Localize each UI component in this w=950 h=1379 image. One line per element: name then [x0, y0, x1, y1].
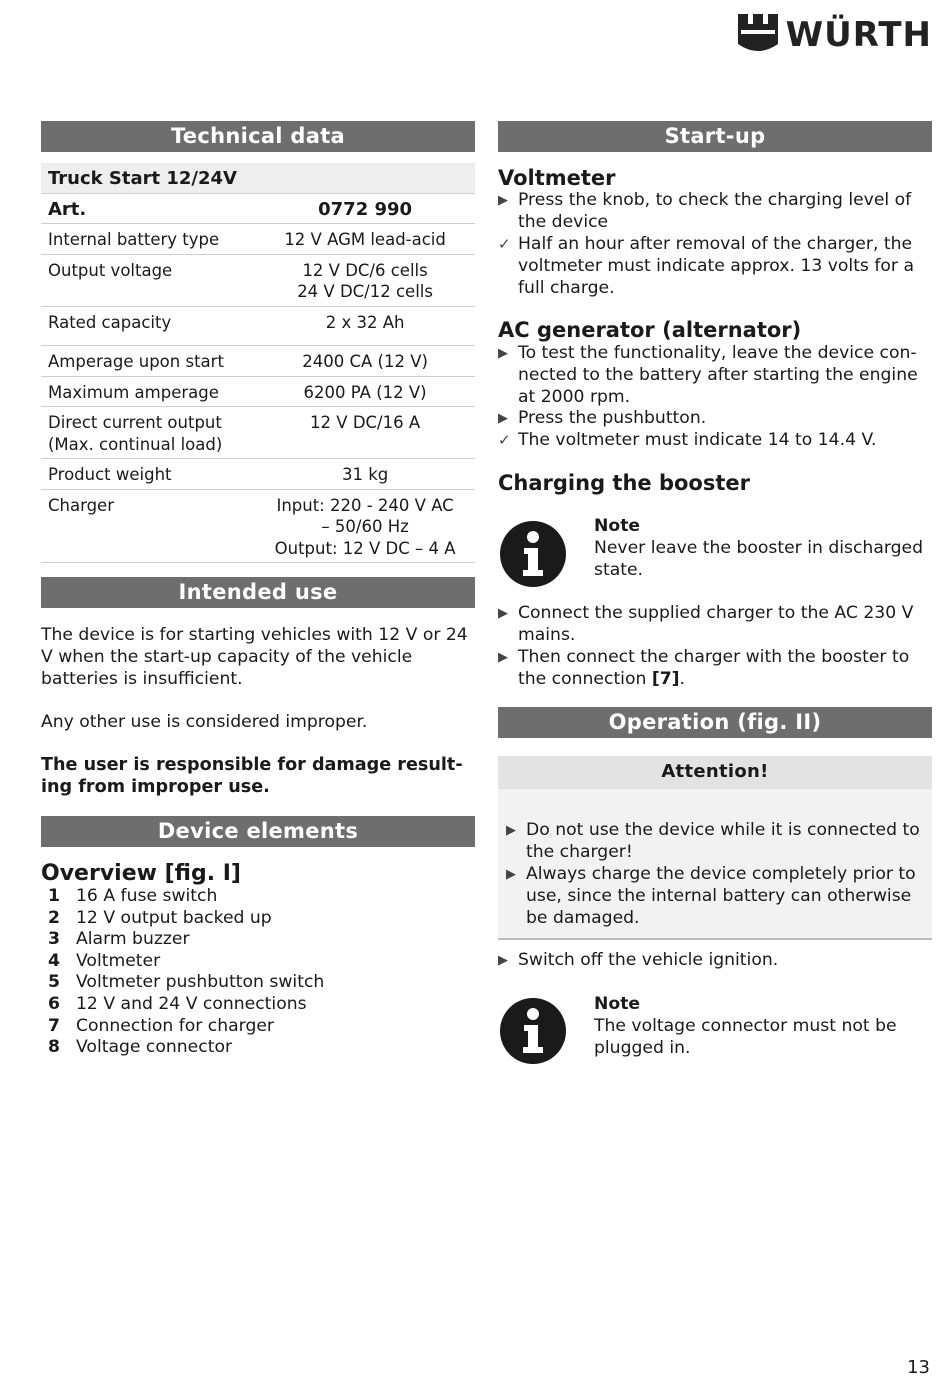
- row-label: Internal battery type: [41, 224, 255, 255]
- arrow-icon: ▶: [506, 867, 516, 882]
- row-label: Charger: [41, 489, 255, 563]
- row-label: Product weight: [41, 459, 255, 490]
- note-text: The voltage connector must not be plugged in.: [594, 1016, 897, 1058]
- step-text-part: Then connect the charger with the booster to the connection: [518, 647, 910, 689]
- step-text: Half an hour after removal of the charger, the voltmeter must indicate approx. 13 volts for a full charge.: [518, 234, 914, 298]
- step-text: Always charge the device completely prior to use, since the internal battery can otherwise be damaged.: [526, 864, 916, 928]
- list-item: [498, 343, 928, 408]
- intended-use-text: The device is for starting vehicles with 12 V or 24 V when the start-up capacity of the vehicle batteries is insufficient.: [41, 625, 468, 689]
- art-label: Art.: [41, 193, 255, 224]
- step-text: To test the functionality, leave the device con-nected to the battery after starting the engine at 2000 rpm.: [518, 343, 918, 407]
- row-value: 12 V DC/6 cells 24 V DC/12 cells: [255, 254, 475, 306]
- row-label: Rated capacity: [41, 306, 255, 346]
- table-row: [41, 346, 475, 377]
- row-label: Amperage upon start: [41, 346, 255, 377]
- wurth-logo: [738, 14, 932, 56]
- step-text: Press the pushbutton.: [518, 408, 707, 428]
- list-item: [506, 820, 924, 864]
- list-item: Alarm buzzer: [76, 929, 190, 950]
- arrow-icon: ▶: [498, 606, 508, 621]
- arrow-icon: ▶: [498, 346, 508, 361]
- step-text: Switch off the vehicle ignition.: [518, 950, 779, 970]
- arrow-icon: ▶: [506, 823, 516, 838]
- row-value: 2 x 32 Ah: [255, 306, 475, 346]
- list-item: [498, 408, 928, 430]
- model-name: Truck Start 12/24V: [41, 163, 475, 193]
- improper-use-text: Any other use is considered improper.: [41, 712, 368, 732]
- table-row: [41, 376, 475, 407]
- note-title: Note: [594, 516, 641, 536]
- alternator-title: AC generator (alternator): [498, 318, 802, 342]
- list-item: [498, 234, 928, 299]
- row-value: 12 V DC/16 A: [255, 407, 475, 459]
- list-item: 16 A fuse switch: [76, 886, 218, 906]
- step-text: [518, 647, 928, 691]
- attention-label: Attention!: [498, 756, 932, 789]
- list-item: Connection for charger: [76, 1015, 275, 1036]
- overview-title: Overview [fig. I]: [41, 861, 241, 886]
- list-item: [498, 950, 928, 972]
- list-item-number: 2: [48, 907, 60, 928]
- intended-use-heading: Intended use: [41, 577, 475, 608]
- table-row: [41, 254, 475, 306]
- step-text: Press the knob, to check the charging level of the device: [518, 190, 912, 232]
- row-value: 31 kg: [255, 459, 475, 490]
- brand-name: WÜRTH: [785, 15, 932, 55]
- list-item: [498, 603, 928, 647]
- table-row: [41, 407, 475, 459]
- arrow-icon: ▶: [498, 953, 508, 968]
- note-title: Note: [594, 994, 641, 1014]
- step-text: The voltmeter must indicate 14 to 14.4 V.: [518, 430, 877, 450]
- wurth-emblem-icon: [738, 14, 778, 56]
- list-item-number: 4: [48, 950, 60, 971]
- row-label: Direct current output (Max. continual load): [41, 407, 255, 459]
- list-item-number: 5: [48, 972, 60, 993]
- row-value: Input: 220 - 240 V AC – 50/60 Hz Output: 12 V DC – 4 A: [255, 489, 475, 563]
- info-icon: [500, 998, 566, 1064]
- list-item-number: 7: [48, 1015, 60, 1036]
- list-item-number: 6: [48, 994, 60, 1014]
- step-text-end: .: [679, 668, 685, 689]
- arrow-icon: ▶: [498, 193, 508, 208]
- list-item: 12 V output backed up: [76, 907, 272, 928]
- operation-heading: Operation (fig. II): [498, 707, 932, 738]
- overview-list: [41, 886, 475, 1066]
- list-item-number: 3: [48, 929, 60, 950]
- list-item-number: 1: [48, 886, 60, 906]
- technical-data-heading: Technical data: [41, 121, 475, 152]
- technical-data-table: [41, 163, 475, 563]
- row-label: Output voltage: [41, 254, 255, 306]
- list-item: Voltmeter: [76, 950, 161, 971]
- list-item: Voltage connector: [76, 1037, 233, 1058]
- list-item: [506, 864, 924, 929]
- charging-title: Charging the booster: [498, 471, 750, 495]
- page-number: 13: [907, 1357, 930, 1378]
- row-value: 12 V AGM lead-acid: [255, 224, 475, 255]
- list-item: 12 V and 24 V connections: [76, 994, 307, 1014]
- list-item: [498, 430, 928, 452]
- table-row: [41, 489, 475, 563]
- note-text: Never leave the booster in discharged state.: [594, 538, 924, 580]
- table-row: [41, 306, 475, 346]
- arrow-icon: ▶: [498, 650, 508, 665]
- step-text: Do not use the device while it is connected to the charger!: [526, 820, 920, 862]
- list-item: [498, 190, 928, 234]
- list-item-number: 8: [48, 1037, 60, 1058]
- list-item: Voltmeter pushbutton switch: [76, 972, 325, 993]
- arrow-icon: ▶: [498, 411, 508, 426]
- device-elements-heading: Device elements: [41, 816, 475, 847]
- row-value: 2400 CA (12 V): [255, 346, 475, 377]
- table-row: [41, 459, 475, 490]
- row-value: 6200 PA (12 V): [255, 376, 475, 407]
- figure-reference: [7]: [651, 668, 680, 689]
- info-icon: [500, 521, 566, 587]
- check-icon: ✓: [498, 431, 511, 449]
- responsibility-warning: The user is responsible for damage result-ing from improper use.: [41, 755, 463, 797]
- step-text: Connect the supplied charger to the AC 230 V mains.: [518, 603, 914, 645]
- startup-heading: Start-up: [498, 121, 932, 152]
- row-label: Maximum amperage: [41, 376, 255, 407]
- table-row: [41, 224, 475, 255]
- check-icon: ✓: [498, 235, 511, 253]
- list-item: [498, 647, 928, 691]
- art-value: 0772 990: [255, 193, 475, 224]
- voltmeter-title: Voltmeter: [498, 166, 616, 190]
